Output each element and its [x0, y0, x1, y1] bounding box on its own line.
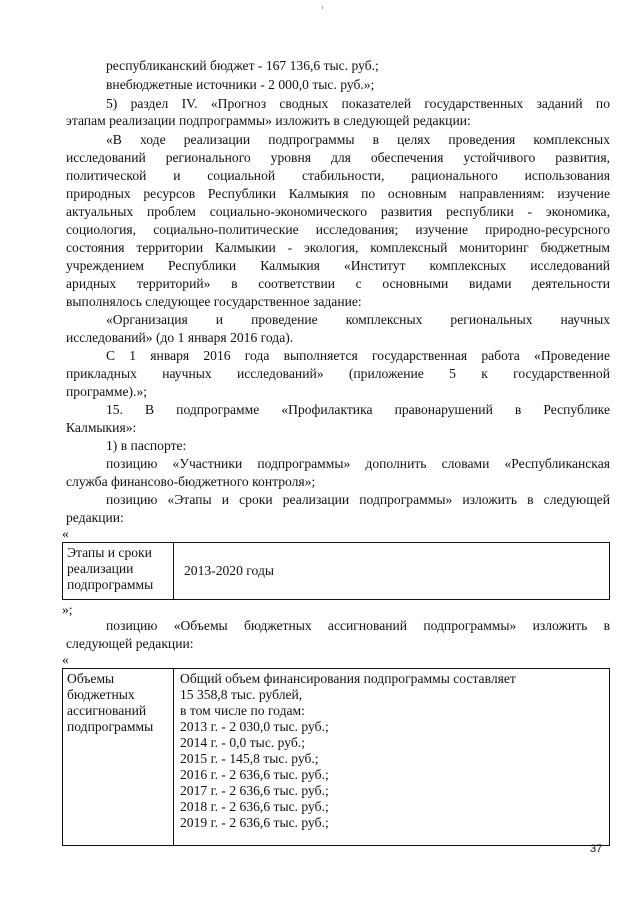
close-quote: »; — [62, 602, 73, 617]
text-line: республиканский бюджет - 167 136,6 тыс. руб.; — [106, 58, 379, 73]
table-label-line: подпрограммы — [67, 577, 154, 592]
text-line: этапам реализации подпрограммы» изложить в следующей редакции: — [66, 113, 471, 128]
open-quote: « — [62, 652, 69, 667]
text-line: внебюджетные источники - 2 000,0 тыс. руб.»; — [106, 77, 375, 92]
text-line: редакции: — [66, 510, 124, 525]
text-line: природных ресурсов Республики Калмыкия по основным направлениям: изучение — [66, 186, 610, 201]
text-line: 5) раздел IV. «Прогноз сводных показателей государственных заданий по — [106, 96, 610, 111]
table-row — [63, 669, 610, 846]
open-quote: « — [62, 526, 69, 541]
table-label-line: подпрограммы — [67, 719, 154, 734]
text-line: Калмыкия»: — [66, 420, 137, 435]
table-value-line: 2015 г. - 145,8 тыс. руб.; — [180, 751, 319, 766]
text-line: прикладных научных исследований» (приложение 5 к государственной — [66, 366, 610, 381]
stages-label-cell — [63, 543, 174, 600]
text-line: позицию «Объемы бюджетных ассигнований подпрограммы» изложить в — [106, 618, 610, 633]
text-line: позицию «Участники подпрограммы» дополнить словами «Республиканская — [106, 456, 610, 471]
text-line: состояния территории Калмыкии - экология, комплексный мониторинг бюджетным — [66, 240, 610, 255]
text-line: служба финансово-бюджетного контроля»; — [66, 474, 316, 489]
table-label-line: Объемы — [67, 671, 115, 686]
table-value-line: 2019 г. - 2 636,6 тыс. руб.; — [180, 815, 329, 830]
table-label-line: ассигнований — [67, 703, 147, 718]
text-line: социология, социально-политические исследования; изучение природно-ресурсного — [66, 222, 610, 237]
stages-value-cell — [174, 543, 610, 600]
page-number: 37 — [590, 843, 603, 855]
funding-value-cell — [174, 669, 610, 846]
text-line: 15. В подпрограмме «Профилактика правонарушений в Республике — [106, 402, 610, 417]
table-label-line: Этапы и сроки — [67, 545, 152, 560]
text-line: учреждением Республики Калмыкия «Институт комплексных исследований — [66, 258, 610, 273]
table-value-line: Общий объем финансирования подпрограммы составляет — [180, 671, 516, 686]
table-value: 2013-2020 годы — [184, 563, 274, 578]
stages-table — [62, 542, 610, 600]
table-label-line: бюджетных — [67, 687, 135, 702]
text-line: актуальных проблем социально-экономического развития республики - экономика, — [66, 204, 610, 219]
funding-label-cell — [63, 669, 174, 846]
text-line: «В ходе реализации подпрограммы в целях проведения комплексных — [106, 132, 610, 147]
text-line: выполнялось следующее государственное задание: — [66, 294, 362, 309]
table-value-line: 2013 г. - 2 030,0 тыс. руб.; — [180, 719, 329, 734]
text-line: программе).»; — [66, 384, 148, 399]
table-value-line: 2017 г. - 2 636,6 тыс. руб.; — [180, 783, 329, 798]
table-label-line: реализации — [67, 561, 134, 576]
scan-speck — [322, 6, 323, 9]
table-row — [63, 543, 610, 600]
table-value-line: в том числе по годам: — [180, 703, 305, 718]
table-value-line: 2016 г. - 2 636,6 тыс. руб.; — [180, 767, 329, 782]
text-line: 1) в паспорте: — [106, 438, 187, 453]
text-line: С 1 января 2016 года выполняется государственная работа «Проведение — [106, 348, 610, 363]
text-line: «Организация и проведение комплексных региональных научных — [106, 312, 610, 327]
funding-table — [62, 668, 610, 846]
table-value-line: 2014 г. - 0,0 тыс. руб.; — [180, 735, 305, 750]
text-line: аридных территорий» в соответствии с основными видами деятельности — [66, 276, 610, 291]
text-line: следующей редакции: — [66, 636, 194, 651]
table-value-line: 15 358,8 тыс. рублей, — [180, 687, 303, 702]
text-line: исследований регионального уровня для обеспечения устойчивого развития, — [66, 150, 610, 165]
text-line: исследований» (до 1 января 2016 года). — [66, 330, 294, 345]
text-line: позицию «Этапы и сроки реализации подпрограммы» изложить в следующей — [106, 492, 610, 507]
text-line: политической и социальной стабильности, рационального использования — [66, 168, 610, 183]
table-value-line: 2018 г. - 2 636,6 тыс. руб.; — [180, 799, 329, 814]
